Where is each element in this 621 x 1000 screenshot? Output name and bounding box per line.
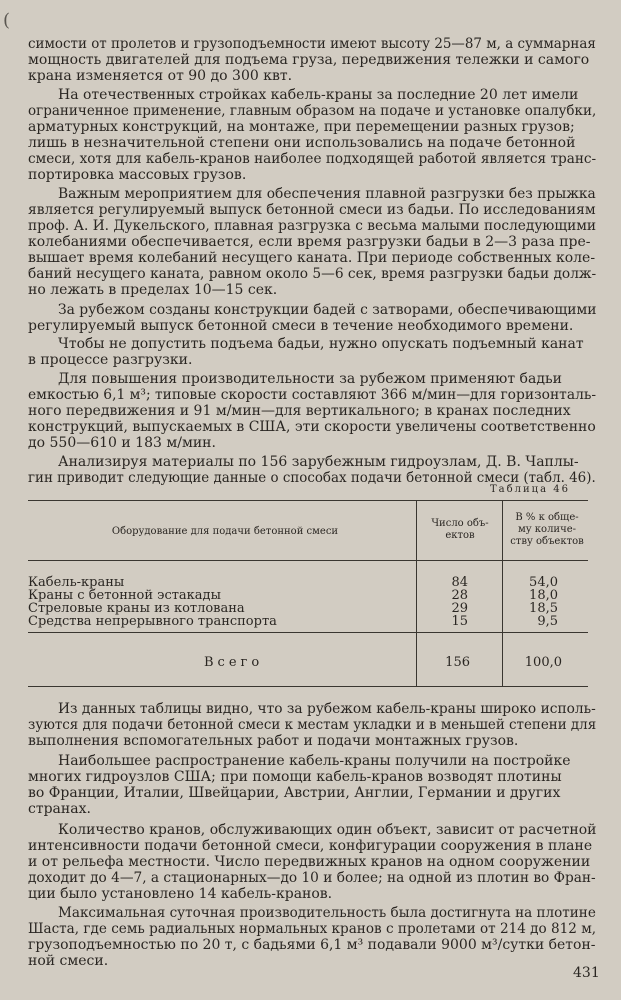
text-line: Для повышения производительности за рубежом применяют бадьи (58, 371, 562, 387)
text-line: во Франции, Италии, Швейцарии, Австрии, Англии, Германии и других (28, 785, 561, 801)
table-cell-label: Средства непрерывного транспорта (28, 614, 277, 629)
table-header-percent: В % к обще- му количе- ству объектов (510, 512, 584, 547)
table-header-count: Число объ- ектов (431, 518, 489, 541)
table-cell-label: Стреловые краны из котлована (28, 601, 245, 616)
text-line: ции было установлено 14 кабель-кранов. (28, 886, 333, 902)
text-line: является регулируемый выпуск бетонной смеси из бадьи. По исследованиям (28, 202, 596, 218)
text-line: крана изменяется от 90 до 300 квт. (28, 68, 293, 84)
table-caption: Таблица 46 (490, 484, 570, 495)
text-line: интенсивности подачи бетонной смеси, конфигурации сооружения в плане (28, 838, 593, 854)
margin-pencil-mark: ( (3, 10, 11, 31)
table-cell-percent: 9,5 (537, 614, 558, 629)
table-total-count: 156 (445, 655, 470, 670)
table-cell-percent: 54,0 (529, 575, 558, 590)
table-bottom-rule (28, 686, 588, 687)
text-line: баний несущего каната, равном около 5—6 сек, время разгрузки бадьи долж- (28, 266, 597, 282)
table-cell-count: 84 (451, 575, 468, 590)
text-line: Важным мероприятием для обеспечения плавной разгрузки без прыжка (58, 186, 596, 202)
text-line: На отечественных стройках кабель-краны за последние 20 лет имели (58, 87, 579, 103)
table-cell-count: 15 (451, 614, 468, 629)
text-line: емкостью 6,1 м³; типовые скорости составляют 366 м/мин—для горизонталь- (28, 387, 597, 403)
text-line: вышает время колебаний несущего каната. При периоде собственных коле- (28, 250, 596, 266)
text-line: Шаста, где семь радиальных нормальных кранов с пролетами от 214 до 812 м, (28, 921, 597, 937)
text-line: до 550—610 и 183 м/мин. (28, 435, 216, 451)
text-line: странах. (28, 801, 91, 817)
table-total-rule (28, 632, 588, 633)
text-line: доходит до 4—7, а стационарных—до 10 и более; на одной из плотин во Фран- (28, 870, 596, 886)
text-line: портировка массовых грузов. (28, 167, 247, 183)
text-line: Максимальная суточная производительность была достигнута на плотине (58, 905, 596, 921)
text-line: ного передвижения и 91 м/мин—для вертикального; в кранах последних (28, 403, 571, 419)
text-line: ограниченное применение, главным образом на подаче и установке опалубки, (28, 103, 597, 119)
table-cell-count: 28 (451, 588, 468, 603)
table-column-divider (416, 500, 417, 686)
table-cell-label: Краны с бетонной эстакады (28, 588, 221, 603)
text-line: но лежать в пределах 10—15 сек. (28, 282, 278, 298)
table-cell-percent: 18,5 (529, 601, 558, 616)
text-line: гин приводит следующие данные о способах подачи бетонной смеси (табл. 46). (28, 470, 596, 486)
table-cell-count: 29 (451, 601, 468, 616)
text-line: Анализируя материалы по 156 зарубежным гидроузлам, Д. В. Чаплы- (58, 454, 579, 470)
text-line: Чтобы не допустить подъема бадьи, нужно опускать подъемный канат (58, 336, 584, 352)
table-header-rule (28, 560, 588, 561)
text-line: конструкций, выпускаемых в США, эти скорости увеличены соответственно (28, 419, 596, 435)
table-total-label: Всего (204, 655, 264, 670)
table-column-divider (502, 500, 503, 686)
text-line: многих гидроузлов США; при помощи кабель-кранов возводят плотины (28, 769, 562, 785)
text-line: За рубежом созданы конструкции бадей с затворами, обеспечивающими (58, 302, 597, 318)
page-number: 431 (573, 965, 600, 981)
text-line: регулируемый выпуск бетонной смеси в течение необходимого времени. (28, 318, 574, 334)
text-line: выполнения вспомогательных работ и подачи монтажных грузов. (28, 733, 519, 749)
text-line: грузоподъемностью по 20 т, с бадьями 6,1 м³ подавали 9000 м³/сутки бетон- (28, 937, 596, 953)
text-line: арматурных конструкций, на монтаже, при перемещении разных грузов; (28, 119, 575, 135)
text-line: Наибольшее распространение кабель-краны получили на постройке (58, 753, 571, 769)
text-line: зуются для подачи бетонной смеси к местам укладки и в меньшей степени для (28, 717, 597, 733)
table-cell-percent: 18,0 (529, 588, 558, 603)
text-line: ной смеси. (28, 953, 109, 969)
text-line: Из данных таблицы видно, что за рубежом кабель-краны широко исполь- (58, 701, 596, 717)
text-line: и от рельефа местности. Число передвижных кранов на одном сооружении (28, 854, 591, 870)
text-line: лишь в незначительной степени они использовались на подаче бетонной (28, 135, 576, 151)
table-top-rule (28, 500, 588, 501)
text-line: проф. А. И. Дукельского, плавная разгрузка с весьма малыми последующими (28, 218, 597, 234)
text-line: смеси, хотя для кабель-кранов наиболее подходящей работой является транс- (28, 151, 597, 167)
text-line: Количество кранов, обслуживающих один объект, зависит от расчетной (58, 822, 597, 838)
text-line: мощность двигателей для подъема груза, передвижения тележки и самого (28, 52, 590, 68)
table-cell-label: Кабель-краны (28, 575, 125, 590)
text-line: симости от пролетов и грузоподъемности имеют высоту 25—87 м, а суммарная (28, 36, 596, 52)
table-total-percent: 100,0 (524, 655, 562, 670)
table-header-equipment: Оборудование для подачи бетонной смеси (111, 526, 339, 537)
text-line: в процессе разгрузки. (28, 352, 193, 368)
text-line: колебаниями обеспечивается, если время разгрузки бадьи в 2—3 раза пре- (28, 234, 591, 250)
